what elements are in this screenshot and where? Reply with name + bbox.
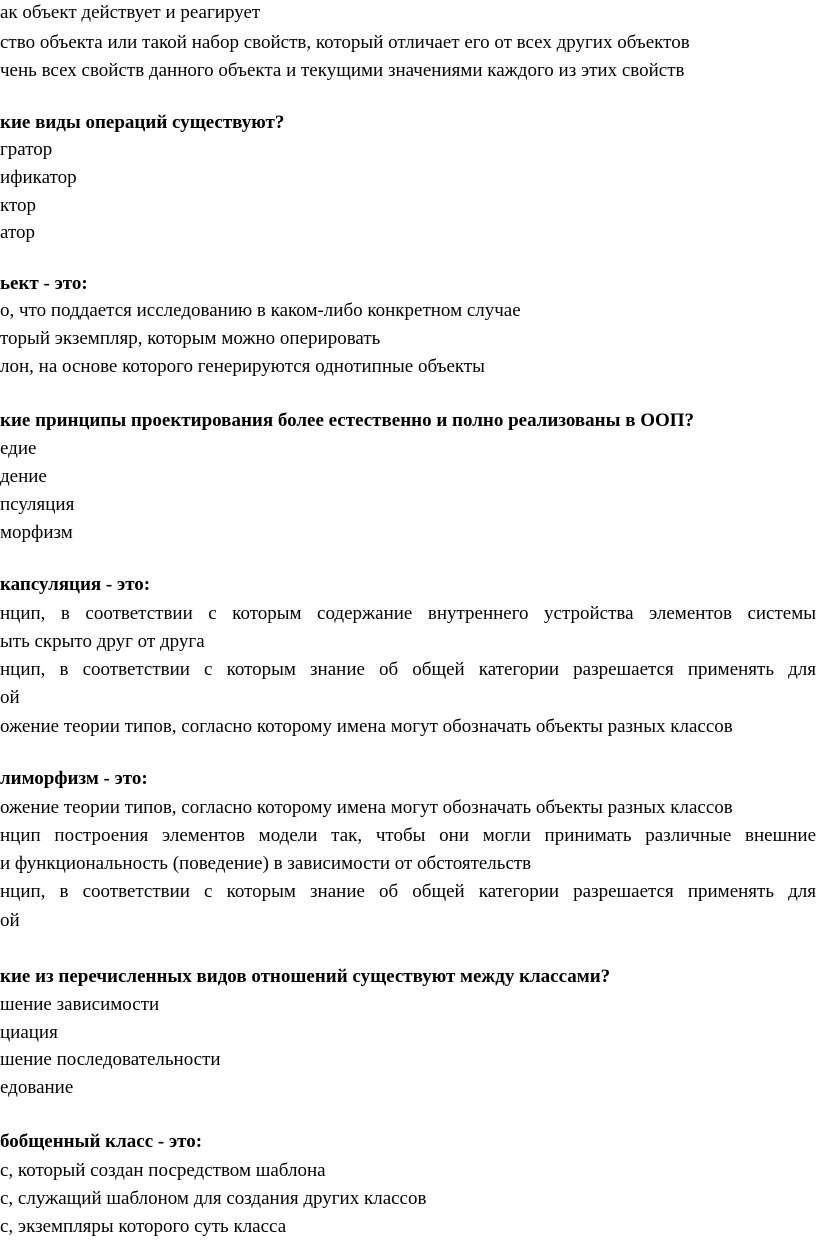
answer-option: с, который создан посредством шаблона <box>0 1160 326 1181</box>
answer-option: ификатор <box>0 167 77 188</box>
text-line: ак объект действует и реагирует <box>0 2 261 23</box>
answer-option: ожение теории типов, согласно которому имена могут обозначать объекты разных классов <box>0 797 733 818</box>
answer-option: о, что поддается исследованию в каком-либо конкретном случае <box>0 300 521 321</box>
answer-option: едие <box>0 438 37 459</box>
question-heading: кие виды операций существуют? <box>0 112 285 133</box>
answer-option: едование <box>0 1077 74 1098</box>
answer-option: нцип, в соответствии с которым знание об общей категории разрешается применять для <box>0 659 816 680</box>
answer-option: морфизм <box>0 522 73 543</box>
answer-option: лон, на основе которого генерируются однотипные объекты <box>0 356 485 377</box>
answer-option: торый экземпляр, которым можно оперировать <box>0 328 381 349</box>
answer-option-continued: ой <box>0 910 20 931</box>
answer-option: атор <box>0 222 35 243</box>
answer-option: нцип, в соответствии с которым знание об общей категории разрешается применять для <box>0 881 816 902</box>
question-heading: лиморфизм - это: <box>0 768 148 789</box>
question-heading: кие из перечисленных видов отношений существуют между классами? <box>0 966 611 987</box>
text-line: чень всех свойств данного объекта и текущими значениями каждого из этих свойств <box>0 60 685 81</box>
answer-option: нцип построения элементов модели так, чтобы они могли принимать различные внешние <box>0 825 816 846</box>
answer-option-continued: ой <box>0 687 20 708</box>
answer-option: циация <box>0 1022 58 1043</box>
answer-option: с, экземпляры которого суть класса <box>0 1216 287 1237</box>
answer-option-continued: и функциональность (поведение) в зависимости от обстоятельств <box>0 853 532 874</box>
answer-option: гратор <box>0 139 53 160</box>
answer-option-continued: ыть скрыто друг от друга <box>0 631 205 652</box>
answer-option: шение зависимости <box>0 994 160 1015</box>
question-heading: капсуляция - это: <box>0 574 151 595</box>
question-heading: бобщенный класс - это: <box>0 1131 203 1152</box>
question-heading: кие принципы проектирования более естественно и полно реализованы в ООП? <box>0 410 695 431</box>
answer-option: с, служащий шаблоном для создания других классов <box>0 1188 427 1209</box>
answer-option: шение последовательности <box>0 1049 221 1070</box>
answer-option: нцип, в соответствии с которым содержание внутреннего устройства элементов системы <box>0 603 816 624</box>
answer-option: ктор <box>0 195 37 216</box>
answer-option: ожение теории типов, согласно которому имена могут обозначать объекты разных классов <box>0 716 733 737</box>
text-line: ство объекта или такой набор свойств, который отличает его от всех других объектов <box>0 32 690 53</box>
answer-option: дение <box>0 466 47 487</box>
question-heading: ьект - это: <box>0 273 88 294</box>
answer-option: псуляция <box>0 494 75 515</box>
